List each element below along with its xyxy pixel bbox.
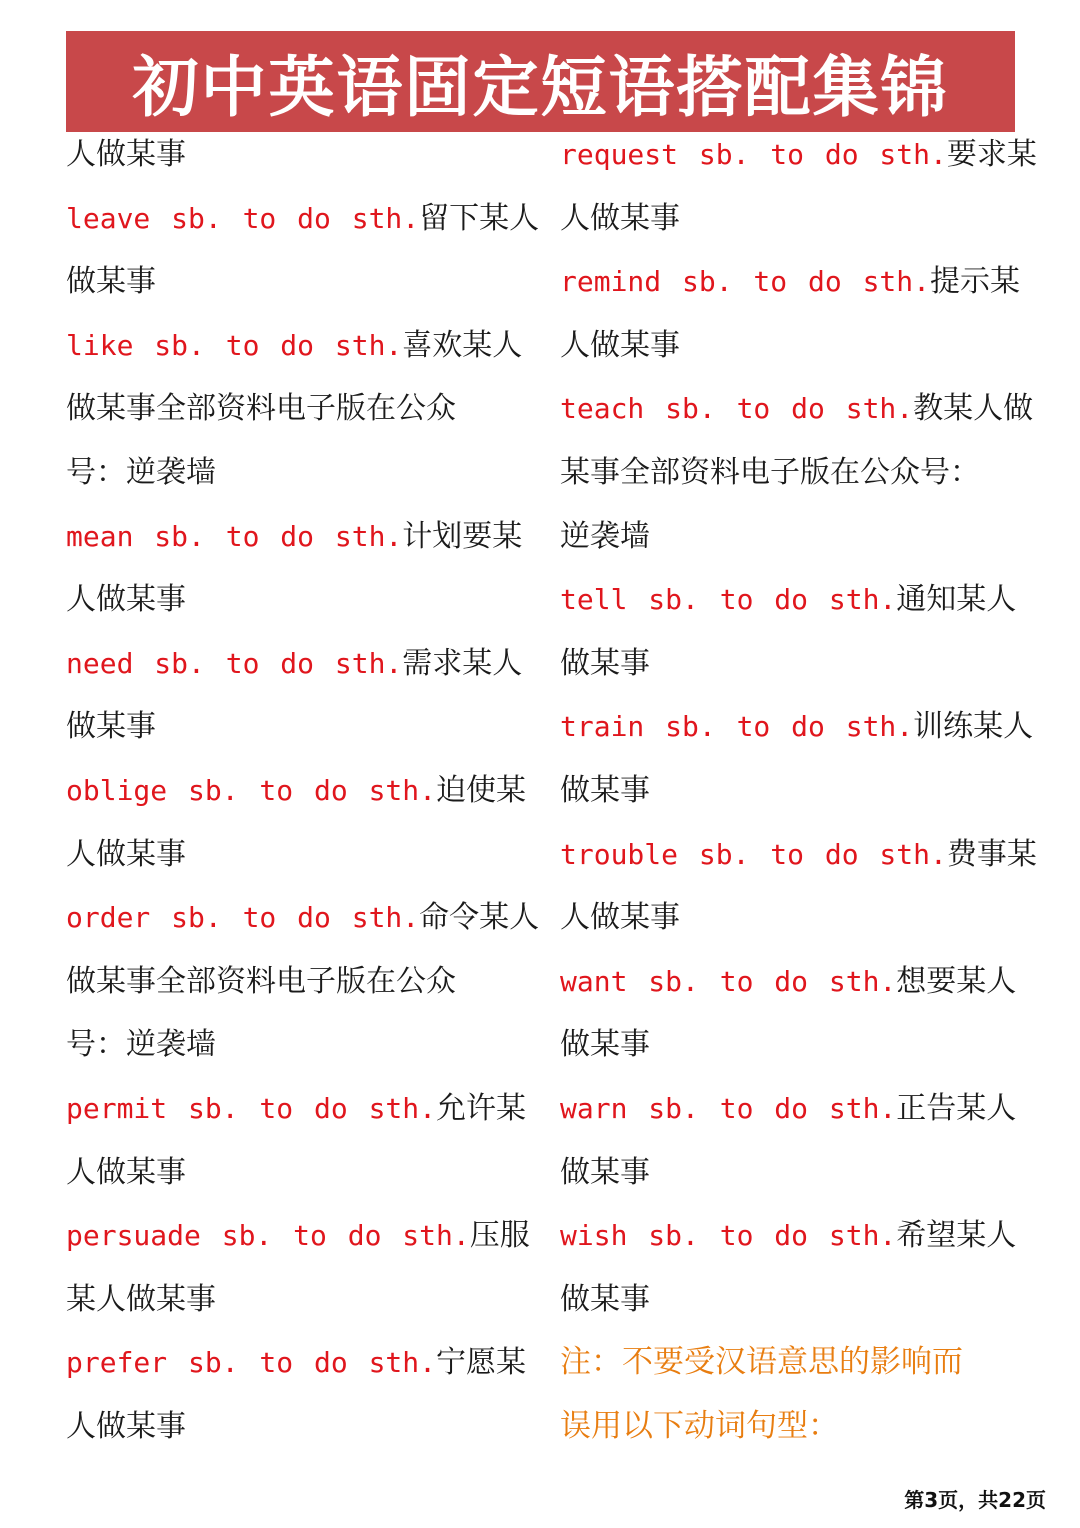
chinese-meaning: 做某事 (560, 1281, 650, 1317)
chinese-meaning: 计划要某 (402, 518, 523, 554)
chinese-meaning: 允许某 (436, 1090, 527, 1126)
english-phrase: teach sb. to do sth. (560, 392, 914, 426)
phrase-line (66, 187, 540, 251)
continuation-line (560, 314, 1018, 378)
chinese-meaning: 需求某人 (402, 645, 523, 681)
english-phrase: train sb. to do sth. (560, 710, 914, 744)
page-title: 初中英语固定短语搭配集锦 (132, 49, 949, 126)
right-column (560, 123, 1037, 1458)
chinese-meaning: 提示某 (930, 264, 1021, 300)
chinese-meaning: 做某事 (560, 645, 650, 681)
chinese-meaning: 做某事 (560, 1027, 650, 1063)
chinese-meaning: 人做某事 (66, 1154, 186, 1190)
chinese-meaning: 通知某人 (896, 582, 1017, 618)
chinese-meaning: 正告某人 (896, 1090, 1017, 1126)
chinese-meaning: 做某事 (66, 709, 156, 745)
chinese-meaning: 人做某事 (560, 327, 680, 363)
left-column (66, 123, 540, 1458)
chinese-meaning: 人做某事 (66, 1408, 186, 1444)
phrase-line (66, 314, 523, 378)
continuation-line (560, 505, 1018, 569)
english-phrase: request sb. to do sth. (560, 138, 947, 171)
chinese-meaning: 宁愿某 (436, 1345, 527, 1381)
chinese-meaning: 费事某 (946, 836, 1037, 872)
continuation-line (66, 377, 516, 441)
chinese-meaning: 人做某事 (66, 582, 186, 618)
english-phrase: persuade sb. to do sth. (66, 1219, 470, 1253)
chinese-meaning: 人做某事 (560, 900, 680, 936)
phrase-line (560, 568, 1018, 632)
english-phrase: prefer sb. to do sth. (66, 1346, 437, 1380)
english-phrase: warn sb. to do sth. (560, 1091, 897, 1125)
chinese-meaning: 做某事 (66, 264, 156, 300)
phrase-line (560, 695, 1034, 759)
continuation-line (66, 950, 516, 1014)
chinese-meaning: 某事全部资料电子版在公众号： (560, 454, 980, 490)
phrase-line (560, 123, 1037, 187)
chinese-meaning: 要求某 (946, 137, 1037, 172)
continuation-line (66, 823, 516, 887)
phrase-line (560, 250, 1021, 314)
phrase-line (66, 1331, 527, 1395)
phrase-line (66, 1077, 527, 1141)
chinese-meaning: 迫使某 (436, 772, 527, 808)
chinese-meaning: 逆袭墙 (560, 518, 650, 554)
phrase-line (560, 823, 1037, 887)
note-line: 注：不要受汉语意思的影响而 (560, 1344, 963, 1381)
continuation-line (560, 886, 1018, 950)
chinese-meaning: 做某事 (560, 772, 650, 808)
english-phrase: wish sb. to do sth. (560, 1219, 897, 1253)
english-phrase: leave sb. to do sth. (66, 201, 420, 235)
chinese-meaning: 某人做某事 (66, 1281, 216, 1317)
continuation-line (66, 123, 516, 187)
chinese-meaning: 人做某事 (66, 137, 186, 172)
chinese-meaning: 号：逆袭墙 (66, 454, 216, 490)
title-banner (66, 31, 1015, 132)
english-phrase: mean sb. to do sth. (66, 519, 403, 553)
chinese-meaning: 做某事全部资料电子版在公众 (66, 391, 456, 427)
phrase-line (560, 1204, 1018, 1268)
phrase-line (66, 505, 523, 569)
continuation-line (66, 568, 516, 632)
phrase-line (560, 377, 1034, 441)
phrase-line (66, 886, 540, 950)
english-phrase: trouble sb. to do sth. (560, 837, 947, 871)
note-line: 误用以下动词句型： (560, 1407, 839, 1444)
continuation-line (66, 250, 516, 314)
english-phrase: order sb. to do sth. (66, 901, 420, 935)
phrase-line (560, 1077, 1018, 1141)
english-phrase: need sb. to do sth. (66, 646, 403, 680)
english-phrase: like sb. to do sth. (66, 328, 403, 362)
continuation-line (560, 441, 1018, 505)
phrase-line (560, 950, 1018, 1014)
continuation-line (66, 1395, 516, 1459)
english-phrase: oblige sb. to do sth. (66, 773, 437, 807)
english-phrase: tell sb. to do sth. (560, 583, 897, 617)
continuation-line (560, 1013, 1018, 1077)
continuation-line (66, 1013, 516, 1077)
continuation-line (66, 695, 516, 759)
chinese-meaning: 训练某人 (913, 709, 1034, 745)
chinese-meaning: 想要某人 (896, 963, 1017, 999)
continuation-line (560, 759, 1018, 823)
english-phrase: want sb. to do sth. (560, 964, 897, 998)
chinese-meaning: 号：逆袭墙 (66, 1027, 216, 1063)
chinese-meaning: 做某事全部资料电子版在公众 (66, 963, 456, 999)
continuation-line (66, 441, 516, 505)
english-phrase: remind sb. to do sth. (560, 265, 931, 299)
chinese-meaning: 喜欢某人 (402, 327, 523, 363)
continuation-line (66, 1268, 516, 1332)
chinese-meaning: 做某事 (560, 1154, 650, 1190)
phrase-line (66, 632, 523, 696)
chinese-meaning: 人做某事 (66, 836, 186, 872)
english-phrase: permit sb. to do sth. (66, 1091, 437, 1125)
continuation-line (560, 187, 1018, 251)
chinese-meaning: 留下某人 (419, 200, 540, 236)
continuation-line (560, 1268, 1018, 1332)
phrase-line (66, 1204, 530, 1268)
chinese-meaning: 希望某人 (896, 1218, 1017, 1254)
chinese-meaning: 教某人做 (913, 391, 1034, 427)
chinese-meaning: 人做某事 (560, 200, 680, 236)
chinese-meaning: 命令某人 (419, 900, 540, 936)
continuation-line (560, 632, 1018, 696)
page-number: 第3页，共22页 (904, 1488, 1046, 1512)
phrase-line (66, 759, 527, 823)
continuation-line (66, 1141, 516, 1205)
chinese-meaning: 压服 (469, 1218, 530, 1254)
continuation-line (560, 1141, 1018, 1205)
